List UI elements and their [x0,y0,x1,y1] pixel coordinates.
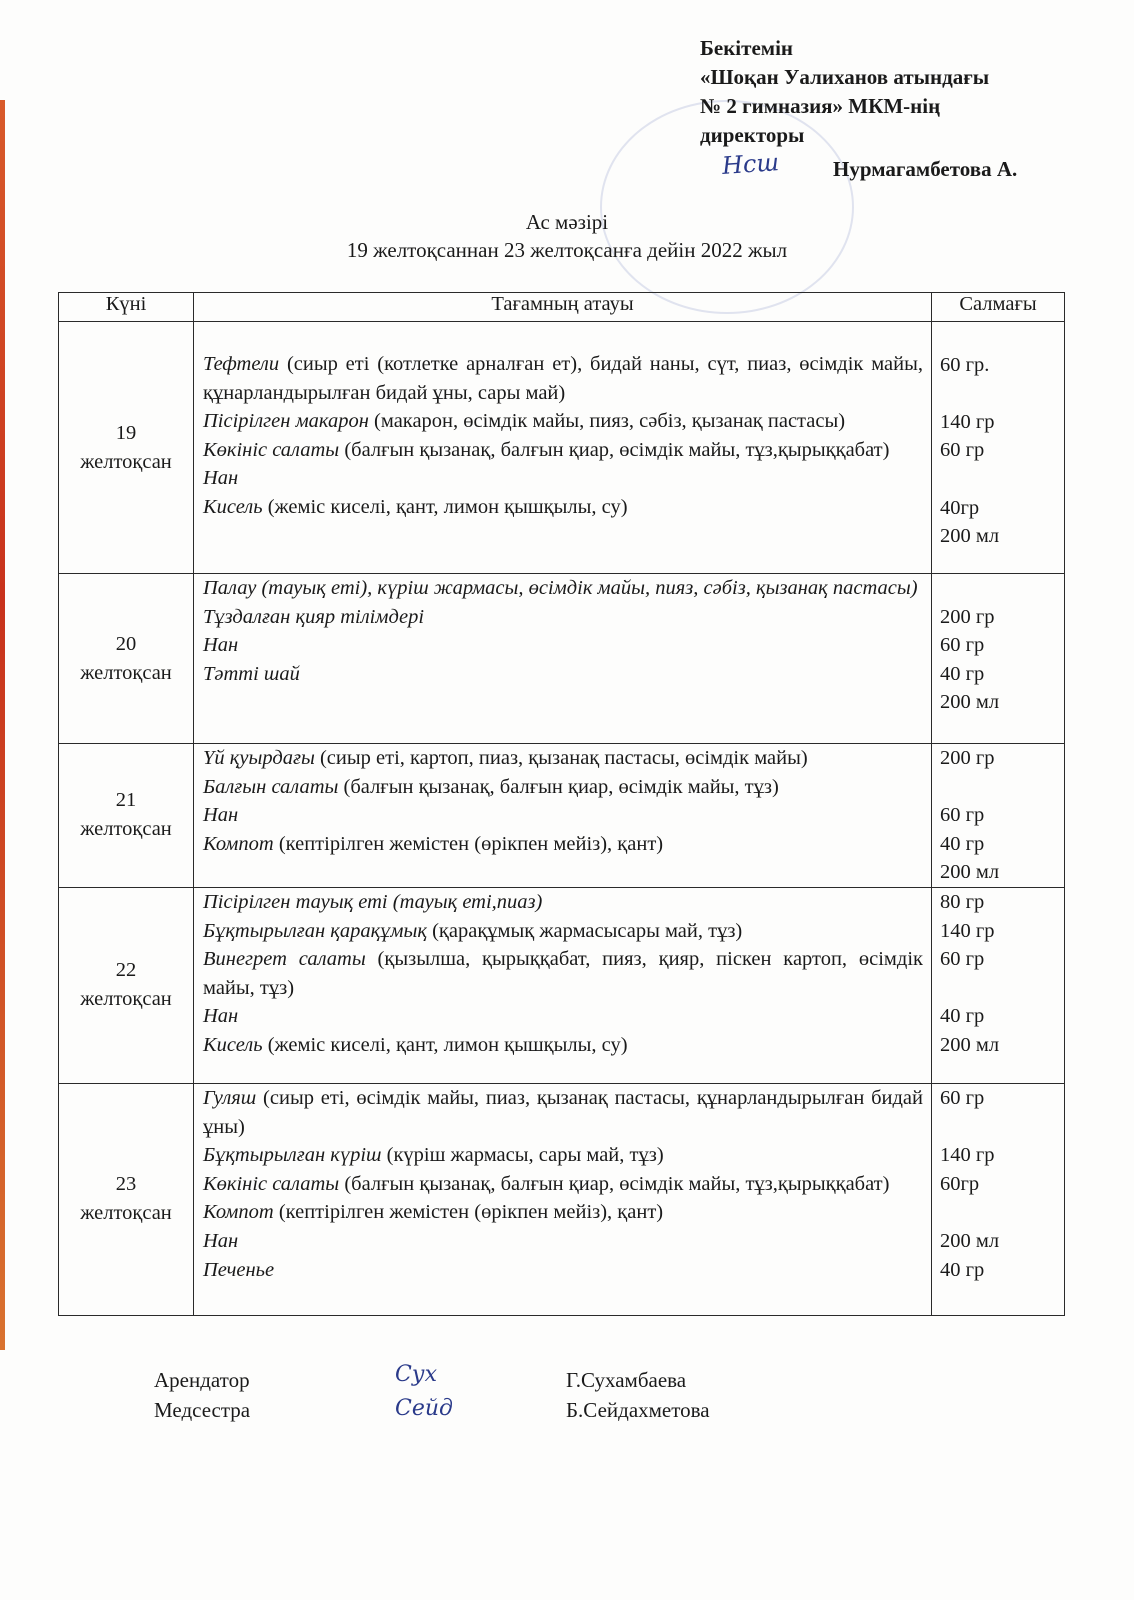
weight-value: 200 гр [940,605,995,628]
weight-value: 140 гр [940,410,995,433]
day-number: 20 [115,632,137,655]
dish-ingredients: (сиыр еті, картоп, пиаз, қызанақ пастасы, өсімдік майы) [314,747,808,769]
weight-value [940,1113,1056,1142]
weight-value [940,379,1056,408]
weight-value: 140 гр [940,919,995,942]
header-day: Күні [59,293,194,322]
page-subtitle: 19 желтоқсаннан 23 желтоқсанға дейін 2022 жыл [346,238,788,262]
dish-ingredients: (кептірілген жемістен (өрікпен мейіз), қант) [273,1201,664,1224]
day-cell [59,744,194,888]
dish-name: Үй қуырдағы [203,747,315,769]
dishes-cell [194,744,932,888]
approval-line: № 2 гимназия» МКМ-нің [700,94,941,118]
header-weight: Салмағы [932,293,1065,322]
dish-item [203,407,923,436]
dish-item [203,350,923,407]
weights-cell [932,887,1065,1083]
dish-ingredients: (күріш жармасы, сары май, тұз) [381,1144,664,1167]
day-month: желтоқсан [80,1202,172,1225]
approval-line: «Шоқан Уалиханов атындағы [700,65,990,89]
dish-name: Кисель [203,495,263,518]
dish-ingredients: (жеміс киселі, қант, лимон қышқылы, су) [262,1033,628,1056]
role-label: Медсестра [154,1398,251,1422]
dish-name: Бұқтырылған күріш [203,1144,382,1167]
dishes-cell [194,887,932,1083]
dishes-cell [194,1083,932,1315]
weight-value: 60 гр [940,948,985,971]
dish-name: Тұздалған қияр тілімдері [203,605,425,628]
weight-value: 60гр [940,1172,980,1195]
dish-item [203,436,923,465]
table-row [59,322,1065,574]
footer-signatures [395,1358,453,1426]
day-month: желтоқсан [80,988,172,1011]
dish-item [203,830,923,859]
role-label: Арендатор [154,1368,250,1392]
weight-value: 140 гр [940,1144,995,1167]
dish-name: Винегрет салаты [203,948,366,971]
weight-value: 40 гр [940,662,985,685]
dish-item [203,1256,923,1285]
weight-value: 200 мл [940,691,1000,714]
weight-value [940,465,1056,494]
weight-value: 200 мл [940,1033,1000,1056]
day-number: 19 [115,421,137,444]
dish-name: Тефтели [203,353,280,375]
day-cell [59,574,194,744]
weight-value [940,773,1056,802]
approval-line: директоры [700,123,805,147]
header-dish: Тағамның атауы [194,293,932,322]
weight-value [940,974,1056,1003]
dish-name: Нан [203,1229,239,1252]
day-cell [59,887,194,1083]
weights-cell [932,744,1065,888]
dish-ingredients: (макарон, өсімдік майы, пияз, сәбіз, қызанақ пастасы) [368,410,846,433]
weights-cell [932,1083,1065,1315]
dishes-cell [194,322,932,574]
weight-value: 60 гр [940,804,985,827]
dish-ingredients: (қарақұмық жармасысары май, тұз) [426,919,743,942]
weight-value: 40 гр [940,1005,985,1028]
page-title: Ас мәзірі [525,210,609,234]
dish-name: Пісірілген тауық еті (тауық еті,пиаз) [203,890,543,913]
dish-name: Печенье [203,1258,275,1281]
dish-name: Палау (тауық еті), күріш жармасы, өсімдік майы, пияз, сәбіз, қызанақ пастасы) [203,577,918,599]
day-number: 21 [115,789,137,812]
weight-value: 200 мл [940,1229,1000,1252]
day-month: желтоқсан [80,818,172,841]
dish-ingredients: (сиыр еті (котлетке арналған ет), бидай наны, сүт, пиаз, өсімдік майы, құнарландырылған бидай ұны, сары май) [203,353,923,404]
dish-name: Нан [203,1005,239,1028]
weight-value: 40 гр [940,832,985,855]
table-row [59,574,1065,744]
weight-value: 60 гр [940,439,985,462]
dish-ingredients: (кептірілген жемістен (өрікпен мейіз), қант) [273,832,664,855]
dish-item [203,493,923,522]
table-header-row [59,293,1065,322]
table-row [59,887,1065,1083]
menu-table [58,292,1065,1316]
dish-item [203,1141,923,1170]
dish-name: Тәтті шай [203,662,300,685]
weight-value [940,574,1056,603]
weights-cell [932,574,1065,744]
table-row [59,744,1065,888]
weight-value: 40гр [940,496,980,519]
dish-name: Көкініс салаты [203,1172,340,1195]
dish-item [203,1084,923,1141]
weight-value [940,1198,1056,1227]
dish-name: Гуляш [203,1086,257,1109]
person-name: Б.Сейдахметова [566,1398,710,1422]
dish-item [203,1227,923,1256]
dish-name: Нан [203,467,239,490]
table-row [59,1083,1065,1315]
dish-name: Бұқтырылған қарақұмық [203,919,427,942]
weight-value: 200 мл [940,861,1000,884]
dish-name: Нан [203,634,239,657]
footer-names [566,1365,710,1425]
dish-item [203,945,923,1002]
weight-value: 60 гр [940,634,985,657]
signature: Сейд [395,1396,453,1421]
weight-value: 200 гр [940,747,995,769]
weights-cell [932,322,1065,574]
weight-value: 80 гр [940,890,985,913]
dish-ingredients: (балғын қызанақ, балғын қиар, өсімдік майы, тұз,қырыққабат) [339,1172,890,1195]
signature: Сух [395,1362,438,1387]
dish-name: Пісірілген макарон [203,410,369,433]
dish-ingredients: (қызылша, қырыққабат, пияз, қияр, піскен картоп, өсімдік майы, тұз) [203,948,923,999]
director-signature: Нсш [721,148,781,180]
dish-item [203,1198,923,1227]
approval-block [700,34,989,150]
page-edge-strip [0,100,5,1350]
dish-item [203,660,923,689]
day-cell [59,1083,194,1315]
day-month: желтоқсан [80,450,172,473]
dishes-cell [194,574,932,744]
dish-item [203,1031,923,1060]
weight-value: 60 гр. [940,353,990,376]
dish-item [203,801,923,830]
dish-ingredients: (жеміс киселі, қант, лимон қышқылы, су) [262,495,628,518]
dish-name: Кисель [203,1033,263,1056]
approval-line: Бекітемін [700,36,794,60]
dish-item [203,631,923,660]
day-number: 22 [115,959,137,982]
footer-roles [154,1365,250,1425]
dish-item [203,1170,923,1199]
day-number: 23 [115,1173,137,1196]
weight-value: 40 гр [940,1258,985,1281]
dish-name: Компот [203,832,274,855]
dish-name: Балғын салаты [203,775,339,798]
dish-ingredients: (сиыр еті, өсімдік майы, пиаз, қызанақ пастасы, құнарландырылған бидай ұны) [203,1086,923,1138]
dish-item [203,773,923,802]
dish-item [203,603,923,632]
weight-value [940,322,1056,351]
dish-name: Компот [203,1201,274,1224]
day-month: желтоқсан [80,661,172,684]
director-name: Нурмагамбетова А. [833,157,1018,181]
dish-item [203,888,923,917]
weight-value: 200 мл [940,525,1000,548]
dish-name: Нан [203,804,239,827]
person-name: Г.Сухамбаева [566,1368,687,1392]
dish-item [203,917,923,946]
weight-value: 60 гр [940,1086,985,1109]
dish-item [203,574,923,603]
day-cell [59,322,194,574]
dish-name: Көкініс салаты [203,438,340,461]
dish-item [203,744,923,773]
dish-item [203,1002,923,1031]
dish-ingredients: (балғын қызанақ, балғын қиар, өсімдік майы, тұз) [338,775,779,798]
dish-ingredients: (балғын қызанақ, балғын қиар, өсімдік майы, тұз,қырыққабат) [339,438,890,461]
dish-item [203,464,923,493]
